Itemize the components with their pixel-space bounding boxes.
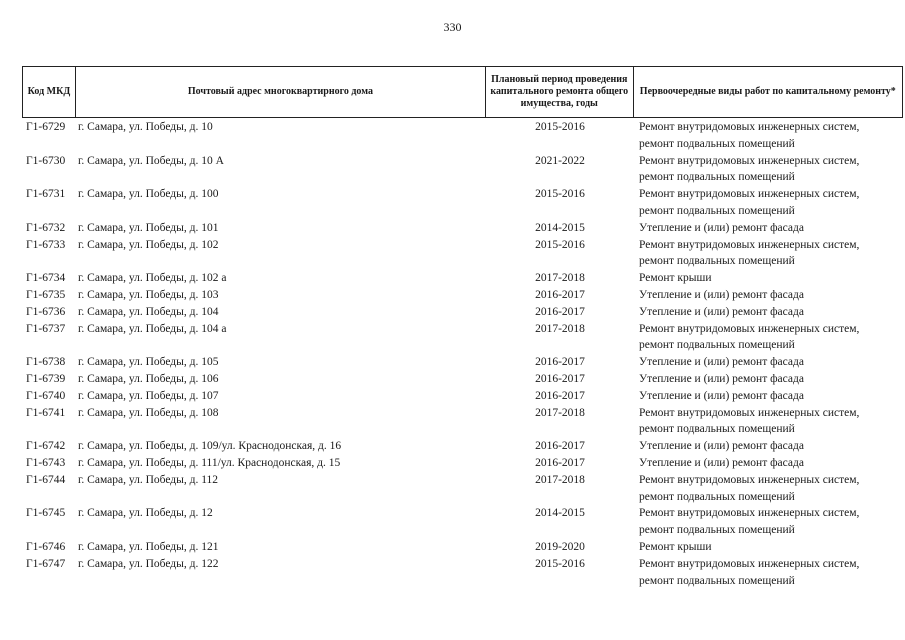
cell-address: г. Самара, ул. Победы, д. 111/ул. Краснодонская, д. 15 — [78, 456, 341, 469]
cell-address: г. Самара, ул. Победы, д. 12 — [78, 507, 213, 520]
table-row — [22, 472, 903, 506]
cell-code: Г1-6732 — [26, 221, 66, 234]
cell-code: Г1-6741 — [26, 406, 66, 419]
cell-code: Г1-6744 — [26, 473, 66, 486]
cell-code: Г1-6735 — [26, 288, 66, 301]
table-row — [22, 354, 903, 371]
cell-period: 2016-2017 — [535, 440, 585, 453]
table-row — [22, 371, 903, 388]
cell-address: г. Самара, ул. Победы, д. 104 а — [78, 322, 227, 335]
table-body — [22, 119, 903, 589]
cell-code: Г1-6737 — [26, 322, 66, 335]
table-row — [22, 153, 903, 187]
cell-works: Ремонт внутридомовых инженерных систем, ремонт подвальных помещений — [639, 121, 860, 150]
cell-address: г. Самара, ул. Победы, д. 102 а — [78, 272, 227, 285]
cell-address: г. Самара, ул. Победы, д. 101 — [78, 221, 219, 234]
cell-period: 2015-2016 — [535, 121, 585, 133]
header-code: Код МКД — [23, 67, 76, 117]
cell-works: Утепление и (или) ремонт фасада — [639, 288, 804, 301]
cell-address: г. Самара, ул. Победы, д. 104 — [78, 305, 219, 318]
table-row — [22, 304, 903, 321]
cell-address: г. Самара, ул. Победы, д. 10 А — [78, 154, 224, 167]
cell-works: Ремонт внутридомовых инженерных систем, ремонт подвальных помещений — [639, 188, 860, 217]
cell-code: Г1-6740 — [26, 389, 66, 402]
cell-address: г. Самара, ул. Победы, д. 121 — [78, 540, 219, 553]
cell-code: Г1-6730 — [26, 154, 66, 167]
table-row — [22, 405, 903, 439]
cell-address: г. Самара, ул. Победы, д. 106 — [78, 372, 219, 385]
table-row — [22, 539, 903, 556]
cell-works: Утепление и (или) ремонт фасада — [639, 440, 804, 453]
cell-code: Г1-6746 — [26, 540, 66, 553]
cell-code: Г1-6733 — [26, 238, 66, 251]
table-row — [22, 505, 903, 539]
table-row — [22, 321, 903, 355]
table-header — [22, 66, 903, 118]
cell-works: Ремонт внутридомовых инженерных систем, ремонт подвальных помещений — [639, 322, 860, 352]
cell-address: г. Самара, ул. Победы, д. 108 — [78, 406, 219, 419]
cell-period: 2016-2017 — [535, 456, 585, 469]
cell-period: 2016-2017 — [535, 305, 585, 318]
header-works: Первоочередные виды работ по капитальному ремонту* — [639, 86, 896, 97]
cell-works: Ремонт крыши — [639, 540, 712, 553]
cell-code: Г1-6745 — [26, 507, 66, 520]
cell-code: Г1-6739 — [26, 372, 66, 385]
table-row — [22, 270, 903, 287]
cell-code: Г1-6738 — [26, 356, 66, 369]
cell-code: Г1-6742 — [26, 440, 66, 453]
cell-period: 2015-2016 — [535, 238, 585, 251]
table-row — [22, 438, 903, 455]
cell-period: 2015-2016 — [535, 188, 585, 201]
table-row — [22, 186, 903, 220]
cell-works: Утепление и (или) ремонт фасада — [639, 456, 804, 469]
cell-address: г. Самара, ул. Победы, д. 109/ул. Краснодонская, д. 16 — [78, 440, 342, 453]
cell-works: Ремонт внутридомовых инженерных систем, ремонт подвальных помещений — [639, 507, 860, 537]
cell-code: Г1-6747 — [26, 557, 66, 570]
cell-address: г. Самара, ул. Победы, д. 103 — [78, 288, 219, 301]
cell-works: Ремонт внутридомовых инженерных систем, ремонт подвальных помещений — [639, 557, 860, 587]
cell-period: 2016-2017 — [535, 372, 585, 385]
cell-period: 2017-2018 — [535, 406, 585, 419]
cell-address: г. Самара, ул. Победы, д. 102 — [78, 238, 219, 251]
cell-period: 2015-2016 — [535, 557, 585, 570]
cell-period: 2017-2018 — [535, 473, 585, 486]
cell-code: Г1-6731 — [26, 188, 66, 201]
table-row — [22, 237, 903, 271]
cell-period: 2017-2018 — [535, 322, 585, 335]
table-row — [22, 556, 903, 590]
cell-address: г. Самара, ул. Победы, д. 10 — [78, 121, 213, 133]
cell-works: Ремонт крыши — [639, 272, 712, 285]
cell-works: Ремонт внутридомовых инженерных систем, ремонт подвальных помещений — [639, 473, 860, 503]
table-row — [22, 220, 903, 237]
capital-repair-table — [22, 66, 903, 589]
cell-code: Г1-6743 — [26, 456, 66, 469]
cell-works: Ремонт внутридомовых инженерных систем, ремонт подвальных помещений — [639, 238, 860, 268]
table-row — [22, 287, 903, 304]
cell-period: 2017-2018 — [535, 272, 585, 285]
cell-code: Г1-6736 — [26, 305, 66, 318]
cell-period: 2014-2015 — [535, 221, 585, 234]
table-row — [22, 119, 903, 153]
cell-works: Утепление и (или) ремонт фасада — [639, 221, 804, 234]
header-period: Плановый период проведения капитального ремонта общего имущества, годы — [486, 67, 634, 117]
table-row — [22, 455, 903, 472]
cell-works: Ремонт внутридомовых инженерных систем, ремонт подвальных помещений — [639, 406, 860, 436]
cell-address: г. Самара, ул. Победы, д. 100 — [78, 188, 219, 201]
cell-works: Утепление и (или) ремонт фасада — [639, 389, 804, 402]
cell-works: Утепление и (или) ремонт фасада — [639, 305, 804, 318]
cell-address: г. Самара, ул. Победы, д. 105 — [78, 356, 219, 369]
cell-period: 2019-2020 — [535, 540, 585, 553]
cell-works: Утепление и (или) ремонт фасада — [639, 356, 804, 369]
cell-code: Г1-6734 — [26, 272, 66, 285]
cell-period: 2016-2017 — [535, 356, 585, 369]
page-number: 330 — [443, 20, 462, 34]
cell-period: 2016-2017 — [535, 288, 585, 301]
cell-period: 2016-2017 — [535, 389, 585, 402]
cell-period: 2014-2015 — [535, 507, 585, 520]
cell-works: Ремонт внутридомовых инженерных систем, ремонт подвальных помещений — [639, 154, 860, 184]
cell-address: г. Самара, ул. Победы, д. 112 — [78, 473, 219, 486]
cell-address: г. Самара, ул. Победы, д. 122 — [78, 557, 219, 570]
cell-works: Утепление и (или) ремонт фасада — [639, 372, 804, 385]
cell-period: 2021-2022 — [535, 154, 585, 167]
header-address: Почтовый адрес многоквартирного дома — [76, 67, 486, 117]
cell-code: Г1-6729 — [26, 121, 66, 133]
cell-address: г. Самара, ул. Победы, д. 107 — [78, 389, 219, 402]
table-row — [22, 388, 903, 405]
